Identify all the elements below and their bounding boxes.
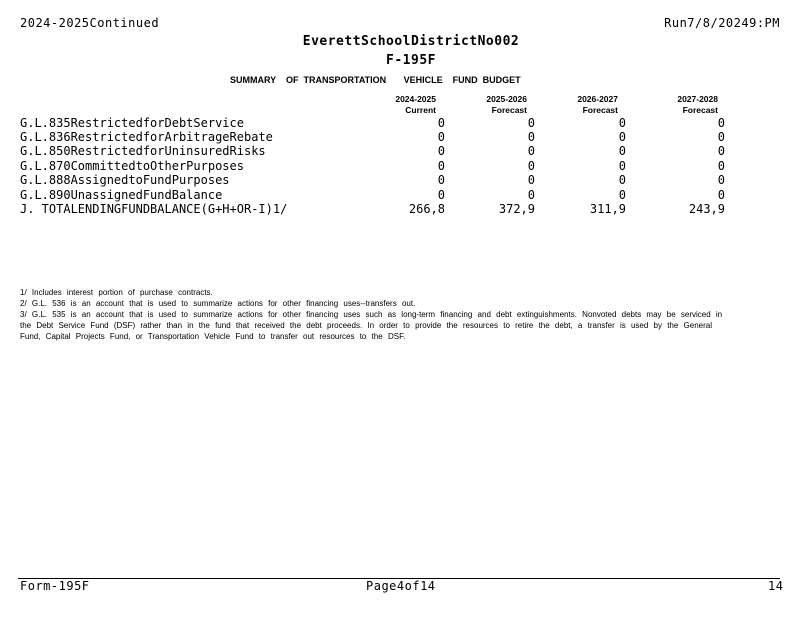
page-number: Page4of14 xyxy=(366,579,436,593)
column-year: 2027-2028 xyxy=(677,94,718,104)
row-value: 0 xyxy=(618,159,626,173)
total-value: 243,9 xyxy=(688,202,725,216)
row-value: 0 xyxy=(437,116,445,130)
row-value: 0 xyxy=(717,116,725,130)
column-header-2025-2026 xyxy=(447,94,527,116)
row-value: 0 xyxy=(437,130,445,144)
total-value: 311,9 xyxy=(589,202,626,216)
row-value: 0 xyxy=(437,188,445,202)
district-name: EverettSchoolDistrictNo002 xyxy=(302,34,520,49)
row-value: 0 xyxy=(527,188,535,202)
column-type: Forecast xyxy=(491,105,527,115)
row-value: 0 xyxy=(717,130,725,144)
row-label: G.L.835RestrictedforDebtService xyxy=(20,116,244,130)
footer-form-number: Form-195F xyxy=(20,579,90,593)
row-value: 0 xyxy=(618,173,626,187)
row-value: 0 xyxy=(717,144,725,158)
total-value: 266,8 xyxy=(408,202,445,216)
row-value: 0 xyxy=(527,173,535,187)
row-value: 0 xyxy=(437,159,445,173)
total-label: J. TOTALENDINGFUNDBALANCE(G+H+OR-I)1/ xyxy=(20,202,288,216)
row-value: 0 xyxy=(437,144,445,158)
row-value: 0 xyxy=(618,144,626,158)
row-value: 0 xyxy=(527,116,535,130)
run-timestamp: Run7/8/20249:PM xyxy=(664,16,780,30)
report-period-label: 2024-2025Continued xyxy=(20,16,160,30)
row-label: G.L.870CommittedtoOtherPurposes xyxy=(20,159,244,173)
column-year: 2025-2026 xyxy=(486,94,527,104)
row-value: 0 xyxy=(618,188,626,202)
column-type: Current xyxy=(405,105,436,115)
row-value: 0 xyxy=(437,173,445,187)
column-type: Forecast xyxy=(682,105,718,115)
row-label: G.L.850RestrictedforUninsuredRisks xyxy=(20,144,266,158)
row-value: 0 xyxy=(527,144,535,158)
form-number: F-195F xyxy=(386,53,436,68)
row-label: G.L.890UnassignedFundBalance xyxy=(20,188,223,202)
footnote-2: 2/ G.L. 536 is an account that is used to summarize actions for other financing uses--transfers out. xyxy=(20,299,416,308)
row-value: 0 xyxy=(717,188,725,202)
column-type: Forecast xyxy=(582,105,618,115)
column-year: 2026-2027 xyxy=(577,94,618,104)
row-value: 0 xyxy=(717,159,725,173)
footnote-1: 1/ Includes interest portion of purchase contracts. xyxy=(20,288,213,297)
total-pages: 14 xyxy=(768,579,784,593)
column-header-2024-2025 xyxy=(356,94,436,116)
row-value: 0 xyxy=(717,173,725,187)
column-header-2027-2028 xyxy=(638,94,718,116)
row-label: G.L.836RestrictedforArbitrageRebate xyxy=(20,130,273,144)
column-header-2026-2027 xyxy=(538,94,618,116)
row-value: 0 xyxy=(618,116,626,130)
row-value: 0 xyxy=(527,159,535,173)
footnote-3: 3/ G.L. 535 is an account that is used to summarize actions for other financing uses such as long-term financing and debt extinguishments. Nonvoted debts may be serviced in the Debt Service Fund (DSF) rather than in the fund that received the debt proceeds. In order to provide the resources to retire the debt, a transfer is used by the General Fund, Capital Projects Fund, or Transportation Vehicle Fund to transfer out resources to the DSF. xyxy=(20,310,723,341)
row-value: 0 xyxy=(618,130,626,144)
row-value: 0 xyxy=(527,130,535,144)
row-label: G.L.888AssignedtoFundPurposes xyxy=(20,173,230,187)
column-year: 2024-2025 xyxy=(395,94,436,104)
summary-title: SUMMARY OF TRANSPORTATION VEHICLE FUND BUDGET xyxy=(230,75,521,85)
total-value: 372,9 xyxy=(498,202,535,216)
